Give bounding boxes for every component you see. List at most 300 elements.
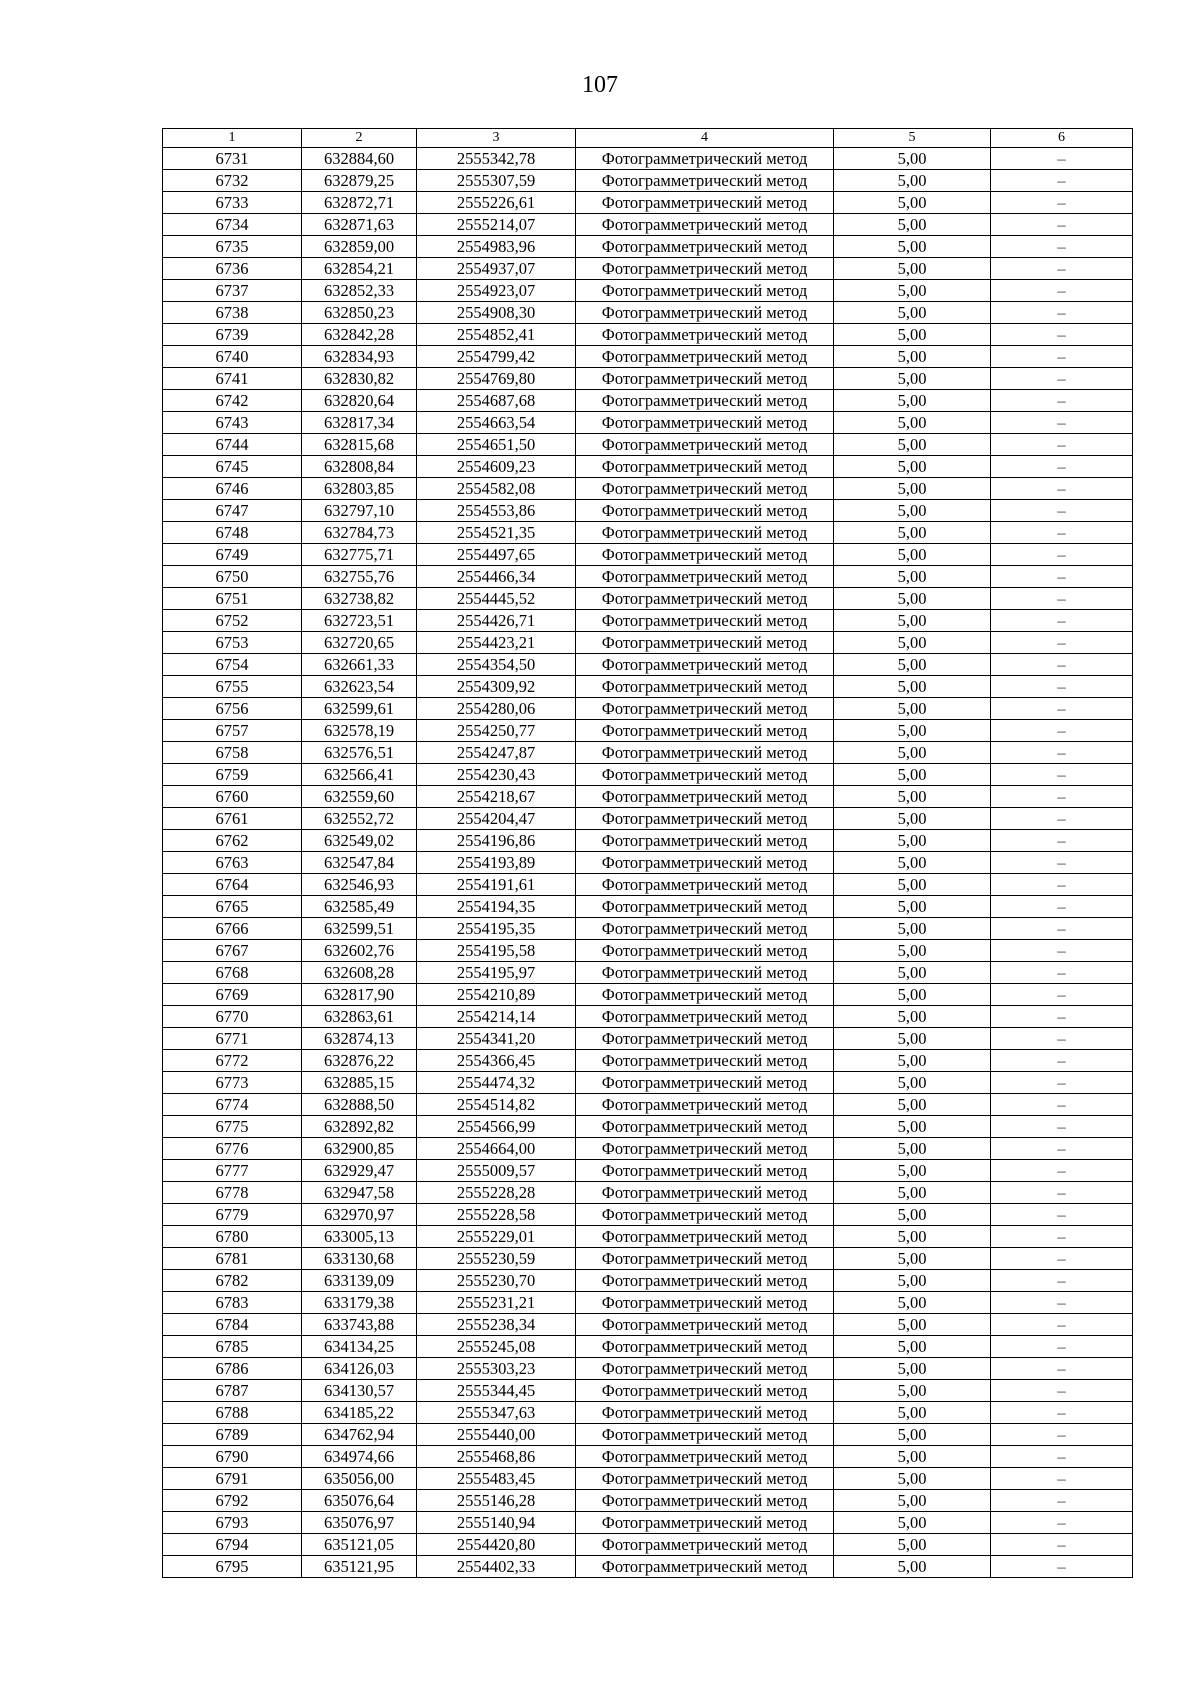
cell-coordinate-x: 633743,88 — [302, 1314, 417, 1336]
cell-point-number: 6760 — [163, 786, 302, 808]
table-row — [163, 1270, 1133, 1292]
cell-coordinate-y: 2554474,32 — [417, 1072, 576, 1094]
table-row — [163, 170, 1133, 192]
cell-coordinate-x: 632723,51 — [302, 610, 417, 632]
cell-point-number: 6786 — [163, 1358, 302, 1380]
cell-coordinate-x: 632947,58 — [302, 1182, 417, 1204]
cell-coordinate-y: 2554663,54 — [417, 412, 576, 434]
table-row — [163, 236, 1133, 258]
cell-coordinate-y: 2555229,01 — [417, 1226, 576, 1248]
cell-coordinate-x: 632888,50 — [302, 1094, 417, 1116]
cell-point-number: 6765 — [163, 896, 302, 918]
cell-coordinate-x: 632884,60 — [302, 148, 417, 170]
cell-accuracy: 5,00 — [834, 1424, 991, 1446]
table-row — [163, 874, 1133, 896]
table-row — [163, 214, 1133, 236]
cell-coordinate-x: 632872,71 — [302, 192, 417, 214]
cell-point-number: 6785 — [163, 1336, 302, 1358]
cell-coordinate-y: 2554664,00 — [417, 1138, 576, 1160]
cell-point-number: 6759 — [163, 764, 302, 786]
cell-accuracy: 5,00 — [834, 764, 991, 786]
cell-coordinate-x: 632970,97 — [302, 1204, 417, 1226]
table-row — [163, 544, 1133, 566]
cell-coordinate-y: 2555303,23 — [417, 1358, 576, 1380]
cell-accuracy: 5,00 — [834, 1072, 991, 1094]
cell-point-number: 6761 — [163, 808, 302, 830]
cell-note: – — [991, 852, 1133, 874]
table-row — [163, 1358, 1133, 1380]
cell-method: Фотограмметрический метод — [576, 918, 834, 940]
cell-point-number: 6749 — [163, 544, 302, 566]
table-row — [163, 962, 1133, 984]
cell-accuracy: 5,00 — [834, 874, 991, 896]
cell-note: – — [991, 1204, 1133, 1226]
cell-method: Фотограмметрический метод — [576, 346, 834, 368]
cell-method: Фотограмметрический метод — [576, 1028, 834, 1050]
cell-coordinate-y: 2554195,58 — [417, 940, 576, 962]
column-header-4: 4 — [576, 129, 834, 148]
cell-point-number: 6734 — [163, 214, 302, 236]
cell-coordinate-x: 632547,84 — [302, 852, 417, 874]
cell-coordinate-y: 2554210,89 — [417, 984, 576, 1006]
cell-method: Фотограмметрический метод — [576, 1556, 834, 1578]
cell-accuracy: 5,00 — [834, 1512, 991, 1534]
cell-coordinate-y: 2554497,65 — [417, 544, 576, 566]
cell-coordinate-x: 633139,09 — [302, 1270, 417, 1292]
cell-accuracy: 5,00 — [834, 478, 991, 500]
cell-accuracy: 5,00 — [834, 962, 991, 984]
cell-coordinate-y: 2555140,94 — [417, 1512, 576, 1534]
table-row — [163, 1534, 1133, 1556]
cell-note: – — [991, 500, 1133, 522]
cell-accuracy: 5,00 — [834, 830, 991, 852]
cell-note: – — [991, 918, 1133, 940]
cell-note: – — [991, 412, 1133, 434]
cell-accuracy: 5,00 — [834, 1028, 991, 1050]
cell-accuracy: 5,00 — [834, 1402, 991, 1424]
cell-coordinate-x: 632852,33 — [302, 280, 417, 302]
cell-point-number: 6731 — [163, 148, 302, 170]
table-row — [163, 434, 1133, 456]
cell-coordinate-y: 2554423,21 — [417, 632, 576, 654]
table-row — [163, 1314, 1133, 1336]
table-row — [163, 1446, 1133, 1468]
cell-note: – — [991, 368, 1133, 390]
cell-coordinate-y: 2555230,59 — [417, 1248, 576, 1270]
cell-coordinate-y: 2554937,07 — [417, 258, 576, 280]
cell-coordinate-x: 635076,64 — [302, 1490, 417, 1512]
cell-point-number: 6769 — [163, 984, 302, 1006]
cell-accuracy: 5,00 — [834, 1446, 991, 1468]
cell-note: – — [991, 1358, 1133, 1380]
cell-coordinate-y: 2555307,59 — [417, 170, 576, 192]
cell-coordinate-y: 2554247,87 — [417, 742, 576, 764]
cell-coordinate-y: 2554687,68 — [417, 390, 576, 412]
cell-coordinate-y: 2554445,52 — [417, 588, 576, 610]
cell-accuracy: 5,00 — [834, 456, 991, 478]
cell-note: – — [991, 566, 1133, 588]
cell-note: – — [991, 346, 1133, 368]
cell-point-number: 6757 — [163, 720, 302, 742]
cell-coordinate-x: 632817,90 — [302, 984, 417, 1006]
cell-method: Фотограмметрический метод — [576, 1534, 834, 1556]
cell-coordinate-x: 632797,10 — [302, 500, 417, 522]
cell-accuracy: 5,00 — [834, 368, 991, 390]
cell-method: Фотограмметрический метод — [576, 368, 834, 390]
cell-coordinate-y: 2554214,14 — [417, 1006, 576, 1028]
cell-coordinate-y: 2554218,67 — [417, 786, 576, 808]
cell-coordinate-y: 2554769,80 — [417, 368, 576, 390]
cell-coordinate-x: 632599,61 — [302, 698, 417, 720]
cell-coordinate-x: 633005,13 — [302, 1226, 417, 1248]
cell-method: Фотограмметрический метод — [576, 984, 834, 1006]
cell-method: Фотограмметрический метод — [576, 940, 834, 962]
cell-note: – — [991, 1314, 1133, 1336]
cell-accuracy: 5,00 — [834, 1226, 991, 1248]
cell-coordinate-x: 635056,00 — [302, 1468, 417, 1490]
cell-coordinate-y: 2554354,50 — [417, 654, 576, 676]
cell-coordinate-x: 633179,38 — [302, 1292, 417, 1314]
cell-coordinate-y: 2554466,34 — [417, 566, 576, 588]
table-row — [163, 1006, 1133, 1028]
cell-accuracy: 5,00 — [834, 346, 991, 368]
cell-coordinate-x: 633130,68 — [302, 1248, 417, 1270]
cell-coordinate-y: 2554908,30 — [417, 302, 576, 324]
cell-coordinate-x: 632830,82 — [302, 368, 417, 390]
cell-note: – — [991, 786, 1133, 808]
cell-coordinate-x: 632885,15 — [302, 1072, 417, 1094]
cell-point-number: 6780 — [163, 1226, 302, 1248]
cell-note: – — [991, 742, 1133, 764]
cell-coordinate-x: 632623,54 — [302, 676, 417, 698]
cell-point-number: 6792 — [163, 1490, 302, 1512]
cell-method: Фотограмметрический метод — [576, 522, 834, 544]
cell-coordinate-y: 2554566,99 — [417, 1116, 576, 1138]
cell-coordinate-y: 2554204,47 — [417, 808, 576, 830]
table-row — [163, 566, 1133, 588]
table-row — [163, 390, 1133, 412]
table-row — [163, 1468, 1133, 1490]
cell-coordinate-x: 632876,22 — [302, 1050, 417, 1072]
cell-point-number: 6745 — [163, 456, 302, 478]
cell-coordinate-x: 632552,72 — [302, 808, 417, 830]
cell-coordinate-y: 2554193,89 — [417, 852, 576, 874]
cell-note: – — [991, 984, 1133, 1006]
cell-method: Фотограмметрический метод — [576, 456, 834, 478]
cell-coordinate-y: 2554250,77 — [417, 720, 576, 742]
cell-note: – — [991, 698, 1133, 720]
cell-note: – — [991, 170, 1133, 192]
cell-method: Фотограмметрический метод — [576, 588, 834, 610]
cell-coordinate-x: 632929,47 — [302, 1160, 417, 1182]
table-row — [163, 324, 1133, 346]
table-row — [163, 1204, 1133, 1226]
cell-coordinate-y: 2555230,70 — [417, 1270, 576, 1292]
cell-accuracy: 5,00 — [834, 1358, 991, 1380]
cell-note: – — [991, 1094, 1133, 1116]
cell-note: – — [991, 1468, 1133, 1490]
table-row — [163, 500, 1133, 522]
cell-point-number: 6754 — [163, 654, 302, 676]
cell-coordinate-x: 634762,94 — [302, 1424, 417, 1446]
cell-accuracy: 5,00 — [834, 654, 991, 676]
table-row — [163, 588, 1133, 610]
table-row — [163, 808, 1133, 830]
table-row — [163, 1116, 1133, 1138]
cell-point-number: 6782 — [163, 1270, 302, 1292]
cell-point-number: 6771 — [163, 1028, 302, 1050]
cell-method: Фотограмметрический метод — [576, 192, 834, 214]
table-row — [163, 1072, 1133, 1094]
cell-coordinate-y: 2555342,78 — [417, 148, 576, 170]
cell-coordinate-y: 2554230,43 — [417, 764, 576, 786]
table-row — [163, 522, 1133, 544]
cell-accuracy: 5,00 — [834, 1314, 991, 1336]
cell-coordinate-y: 2555146,28 — [417, 1490, 576, 1512]
table-row — [163, 1380, 1133, 1402]
table-row — [163, 1226, 1133, 1248]
table-row — [163, 1094, 1133, 1116]
table-row — [163, 1160, 1133, 1182]
cell-coordinate-y: 2554852,41 — [417, 324, 576, 346]
cell-accuracy: 5,00 — [834, 698, 991, 720]
cell-point-number: 6744 — [163, 434, 302, 456]
column-header-6: 6 — [991, 129, 1133, 148]
cell-note: – — [991, 434, 1133, 456]
cell-method: Фотограмметрический метод — [576, 874, 834, 896]
cell-method: Фотограмметрический метод — [576, 1336, 834, 1358]
cell-coordinate-y: 2554420,80 — [417, 1534, 576, 1556]
cell-method: Фотограмметрический метод — [576, 1402, 834, 1424]
cell-coordinate-x: 632720,65 — [302, 632, 417, 654]
cell-accuracy: 5,00 — [834, 1336, 991, 1358]
cell-accuracy: 5,00 — [834, 610, 991, 632]
cell-coordinate-y: 2555009,57 — [417, 1160, 576, 1182]
cell-note: – — [991, 1446, 1133, 1468]
cell-method: Фотограмметрический метод — [576, 148, 834, 170]
cell-note: – — [991, 720, 1133, 742]
cell-note: – — [991, 610, 1133, 632]
cell-point-number: 6740 — [163, 346, 302, 368]
cell-point-number: 6788 — [163, 1402, 302, 1424]
cell-point-number: 6768 — [163, 962, 302, 984]
table-row — [163, 192, 1133, 214]
cell-accuracy: 5,00 — [834, 434, 991, 456]
cell-note: – — [991, 478, 1133, 500]
cell-method: Фотограмметрический метод — [576, 236, 834, 258]
cell-coordinate-x: 632808,84 — [302, 456, 417, 478]
cell-point-number: 6772 — [163, 1050, 302, 1072]
cell-point-number: 6747 — [163, 500, 302, 522]
cell-coordinate-x: 632775,71 — [302, 544, 417, 566]
cell-coordinate-y: 2554582,08 — [417, 478, 576, 500]
cell-note: – — [991, 544, 1133, 566]
cell-coordinate-y: 2554553,86 — [417, 500, 576, 522]
table-row — [163, 852, 1133, 874]
cell-coordinate-x: 632661,33 — [302, 654, 417, 676]
cell-accuracy: 5,00 — [834, 324, 991, 346]
column-header-5: 5 — [834, 129, 991, 148]
cell-coordinate-x: 632803,85 — [302, 478, 417, 500]
cell-coordinate-y: 2554195,35 — [417, 918, 576, 940]
table-row — [163, 368, 1133, 390]
table-row — [163, 764, 1133, 786]
table-row — [163, 1138, 1133, 1160]
cell-accuracy: 5,00 — [834, 1182, 991, 1204]
cell-note: – — [991, 1028, 1133, 1050]
table-row — [163, 302, 1133, 324]
cell-accuracy: 5,00 — [834, 280, 991, 302]
table-row — [163, 720, 1133, 742]
cell-coordinate-y: 2555228,58 — [417, 1204, 576, 1226]
cell-method: Фотограмметрический метод — [576, 676, 834, 698]
cell-accuracy: 5,00 — [834, 236, 991, 258]
cell-point-number: 6776 — [163, 1138, 302, 1160]
table-row — [163, 676, 1133, 698]
cell-accuracy: 5,00 — [834, 1094, 991, 1116]
cell-method: Фотограмметрический метод — [576, 1490, 834, 1512]
cell-accuracy: 5,00 — [834, 720, 991, 742]
cell-method: Фотограмметрический метод — [576, 1380, 834, 1402]
cell-coordinate-y: 2554521,35 — [417, 522, 576, 544]
cell-coordinate-x: 632850,23 — [302, 302, 417, 324]
cell-method: Фотограмметрический метод — [576, 1314, 834, 1336]
table-header-row — [163, 129, 1133, 148]
table-row — [163, 1292, 1133, 1314]
cell-point-number: 6766 — [163, 918, 302, 940]
table-row — [163, 1336, 1133, 1358]
table-row — [163, 1050, 1133, 1072]
cell-point-number: 6784 — [163, 1314, 302, 1336]
cell-point-number: 6742 — [163, 390, 302, 412]
cell-coordinate-x: 632566,41 — [302, 764, 417, 786]
table-row — [163, 456, 1133, 478]
cell-method: Фотограмметрический метод — [576, 1270, 834, 1292]
cell-method: Фотограмметрический метод — [576, 434, 834, 456]
cell-accuracy: 5,00 — [834, 390, 991, 412]
cell-method: Фотограмметрический метод — [576, 566, 834, 588]
cell-method: Фотограмметрический метод — [576, 324, 834, 346]
cell-point-number: 6738 — [163, 302, 302, 324]
cell-accuracy: 5,00 — [834, 1490, 991, 1512]
cell-method: Фотограмметрический метод — [576, 1226, 834, 1248]
cell-accuracy: 5,00 — [834, 412, 991, 434]
cell-coordinate-y: 2555245,08 — [417, 1336, 576, 1358]
cell-note: – — [991, 324, 1133, 346]
cell-coordinate-x: 632755,76 — [302, 566, 417, 588]
cell-coordinate-y: 2555214,07 — [417, 214, 576, 236]
cell-coordinate-x: 635076,97 — [302, 1512, 417, 1534]
table-row — [163, 1490, 1133, 1512]
table-row — [163, 346, 1133, 368]
cell-accuracy: 5,00 — [834, 1160, 991, 1182]
cell-method: Фотограмметрический метод — [576, 500, 834, 522]
cell-accuracy: 5,00 — [834, 214, 991, 236]
cell-note: – — [991, 1050, 1133, 1072]
cell-accuracy: 5,00 — [834, 918, 991, 940]
cell-method: Фотограмметрический метод — [576, 1182, 834, 1204]
table-row — [163, 896, 1133, 918]
cell-coordinate-y: 2555231,21 — [417, 1292, 576, 1314]
cell-note: – — [991, 1270, 1133, 1292]
table-row — [163, 1424, 1133, 1446]
cell-accuracy: 5,00 — [834, 852, 991, 874]
cell-method: Фотограмметрический метод — [576, 1072, 834, 1094]
cell-point-number: 6767 — [163, 940, 302, 962]
cell-note: – — [991, 1160, 1133, 1182]
cell-method: Фотограмметрический метод — [576, 1160, 834, 1182]
cell-point-number: 6794 — [163, 1534, 302, 1556]
cell-coordinate-x: 634126,03 — [302, 1358, 417, 1380]
cell-accuracy: 5,00 — [834, 1248, 991, 1270]
cell-note: – — [991, 192, 1133, 214]
cell-method: Фотограмметрический метод — [576, 654, 834, 676]
cell-point-number: 6743 — [163, 412, 302, 434]
cell-note: – — [991, 1248, 1133, 1270]
cell-accuracy: 5,00 — [834, 170, 991, 192]
cell-point-number: 6733 — [163, 192, 302, 214]
page-number: 107 — [582, 72, 618, 98]
cell-point-number: 6750 — [163, 566, 302, 588]
table-row — [163, 412, 1133, 434]
cell-point-number: 6732 — [163, 170, 302, 192]
cell-point-number: 6777 — [163, 1160, 302, 1182]
cell-coordinate-x: 632892,82 — [302, 1116, 417, 1138]
cell-coordinate-y: 2554983,96 — [417, 236, 576, 258]
cell-coordinate-x: 632842,28 — [302, 324, 417, 346]
table-row — [163, 478, 1133, 500]
cell-method: Фотограмметрический метод — [576, 214, 834, 236]
cell-accuracy: 5,00 — [834, 940, 991, 962]
cell-note: – — [991, 764, 1133, 786]
cell-coordinate-x: 632576,51 — [302, 742, 417, 764]
cell-point-number: 6783 — [163, 1292, 302, 1314]
cell-coordinate-x: 632549,02 — [302, 830, 417, 852]
cell-accuracy: 5,00 — [834, 1292, 991, 1314]
cell-note: – — [991, 940, 1133, 962]
table-row — [163, 610, 1133, 632]
cell-accuracy: 5,00 — [834, 808, 991, 830]
cell-coordinate-x: 632602,76 — [302, 940, 417, 962]
cell-accuracy: 5,00 — [834, 1468, 991, 1490]
cell-coordinate-y: 2554191,61 — [417, 874, 576, 896]
cell-coordinate-y: 2554194,35 — [417, 896, 576, 918]
cell-accuracy: 5,00 — [834, 742, 991, 764]
cell-point-number: 6762 — [163, 830, 302, 852]
cell-note: – — [991, 522, 1133, 544]
cell-coordinate-x: 632871,63 — [302, 214, 417, 236]
cell-point-number: 6779 — [163, 1204, 302, 1226]
cell-coordinate-y: 2554366,45 — [417, 1050, 576, 1072]
cell-coordinate-y: 2555228,28 — [417, 1182, 576, 1204]
cell-accuracy: 5,00 — [834, 1116, 991, 1138]
cell-point-number: 6781 — [163, 1248, 302, 1270]
cell-point-number: 6795 — [163, 1556, 302, 1578]
cell-note: – — [991, 1512, 1133, 1534]
cell-accuracy: 5,00 — [834, 1138, 991, 1160]
cell-method: Фотограмметрический метод — [576, 962, 834, 984]
table-row — [163, 258, 1133, 280]
cell-coordinate-x: 634185,22 — [302, 1402, 417, 1424]
column-header-3: 3 — [417, 129, 576, 148]
cell-point-number: 6736 — [163, 258, 302, 280]
cell-coordinate-x: 632578,19 — [302, 720, 417, 742]
table-row — [163, 1248, 1133, 1270]
cell-point-number: 6755 — [163, 676, 302, 698]
cell-point-number: 6770 — [163, 1006, 302, 1028]
cell-method: Фотограмметрический метод — [576, 632, 834, 654]
cell-point-number: 6748 — [163, 522, 302, 544]
